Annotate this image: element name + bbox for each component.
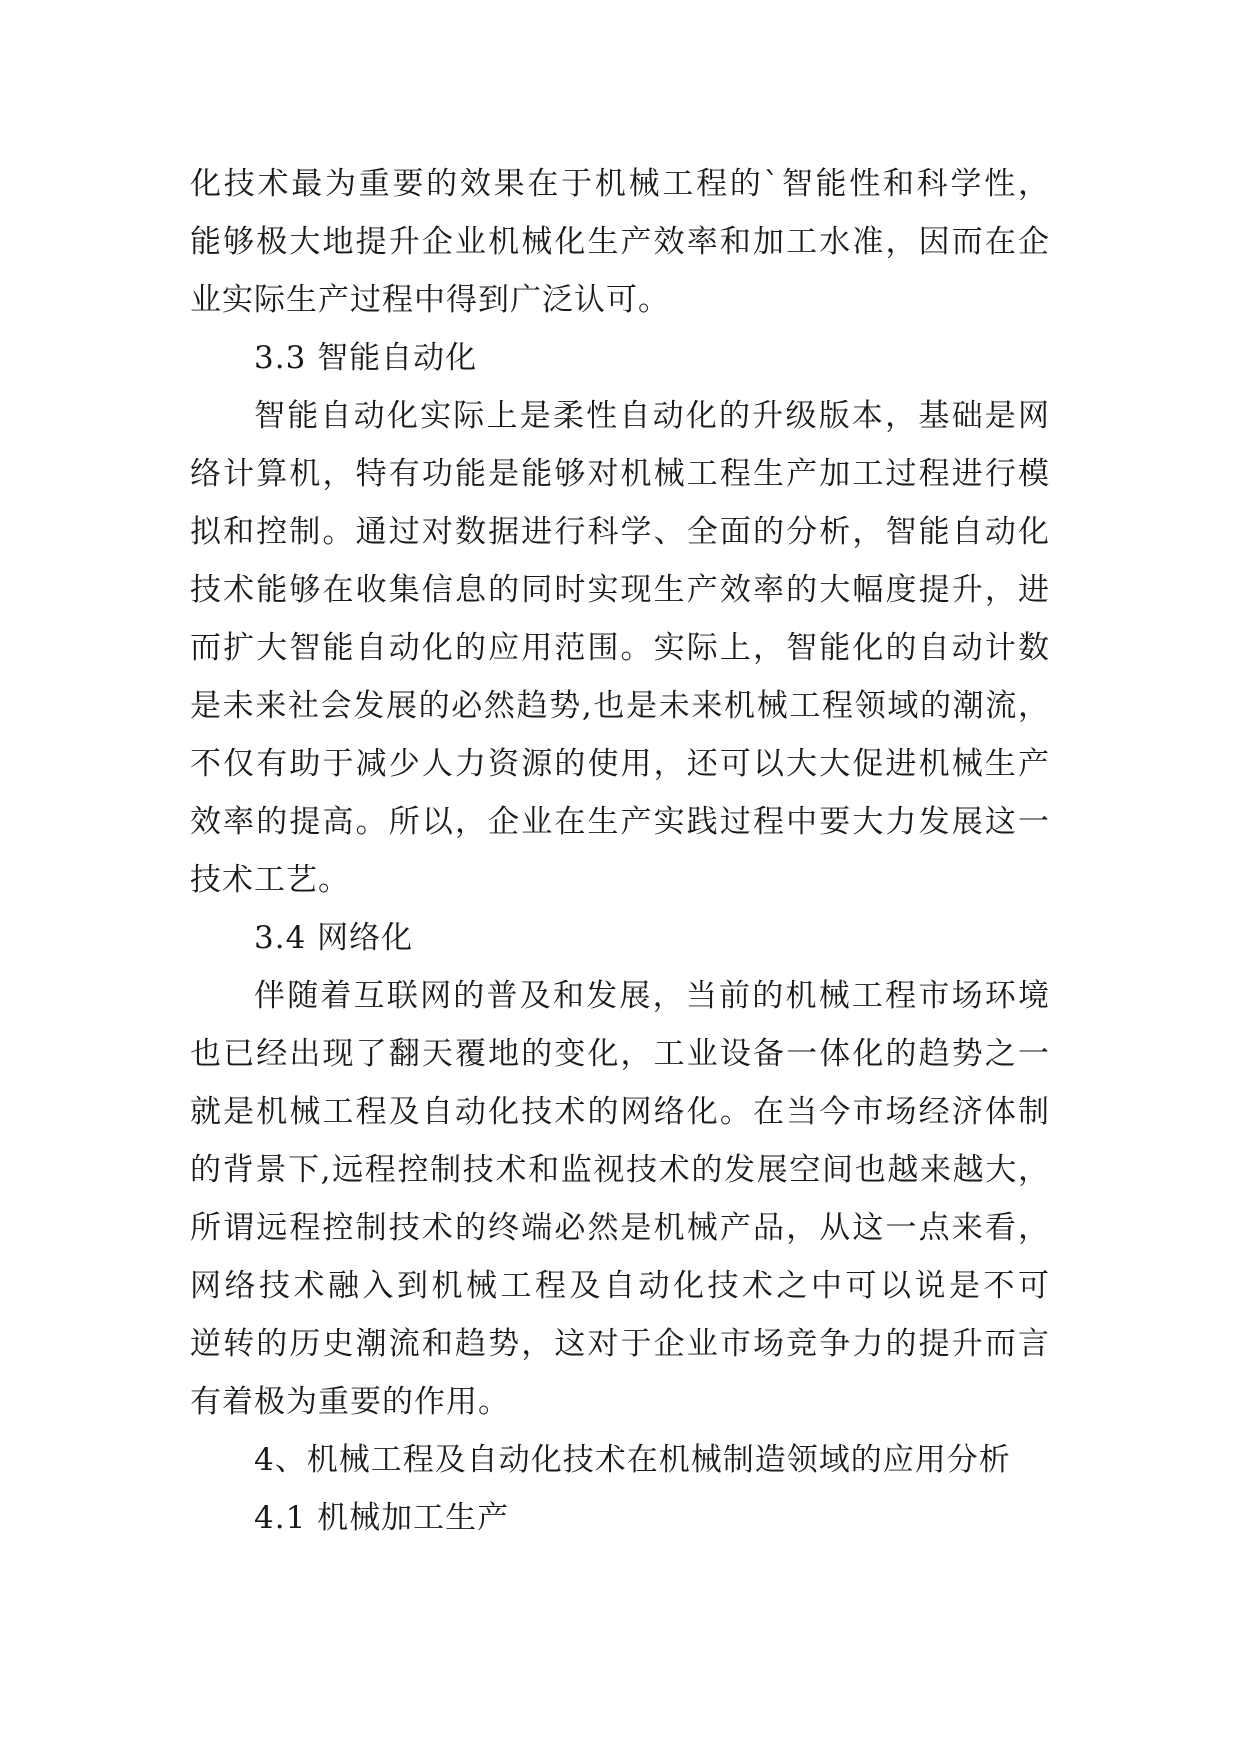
section-heading: 3.4 网络化: [254, 920, 414, 956]
text-line: 有着极为重要的作用。: [190, 1384, 510, 1420]
text-line: 化技术最为重要的效果在于机械工程的`智能性和科学性，: [190, 166, 1050, 202]
text-line: 络计算机，特有功能是能够对机械工程生产加工过程进行模: [190, 456, 1050, 492]
text-line: 能够极大地提升企业机械化生产效率和加工水准，因而在企: [190, 224, 1050, 260]
text-line: 网络技术融入到机械工程及自动化技术之中可以说是不可: [190, 1268, 1050, 1304]
text-line: 而扩大智能自动化的应用范围。实际上，智能化的自动计数: [190, 630, 1050, 666]
text-line: 技术能够在收集信息的同时实现生产效率的大幅度提升，进: [190, 572, 1050, 608]
text-line: 也已经出现了翻天覆地的变化，工业设备一体化的趋势之一: [190, 1036, 1050, 1072]
text-line: 技术工艺。: [190, 862, 350, 898]
text-line: 是未来社会发展的必然趋势,也是未来机械工程领域的潮流，: [190, 688, 1050, 724]
body-paragraph: [190, 155, 1050, 329]
section-heading: 4.1 机械加工生产: [254, 1500, 510, 1536]
text-line: 拟和控制。通过对数据进行科学、全面的分析，智能自动化: [190, 514, 1050, 550]
body-paragraph: [190, 387, 1050, 909]
text-line: 伴随着互联网的普及和发展，当前的机械工程市场环境: [254, 978, 1050, 1014]
section-heading: 4、机械工程及自动化技术在机械制造领域的应用分析: [254, 1442, 1011, 1478]
text-line: 就是机械工程及自动化技术的网络化。在当今市场经济体制: [190, 1094, 1050, 1130]
text-line: 不仅有助于减少人力资源的使用，还可以大大促进机械生产: [190, 746, 1050, 782]
text-line: 智能自动化实际上是柔性自动化的升级版本，基础是网: [254, 398, 1050, 434]
body-paragraph: [190, 967, 1050, 1431]
document-body: [190, 155, 1050, 1547]
text-line: 逆转的历史潮流和趋势，这对于企业市场竞争力的提升而言: [190, 1326, 1050, 1362]
section-heading: 3.3 智能自动化: [254, 340, 478, 376]
text-line: 的背景下,远程控制技术和监视技术的发展空间也越来越大，: [190, 1152, 1050, 1188]
text-line: 所谓远程控制技术的终端必然是机械产品，从这一点来看，: [190, 1210, 1050, 1246]
text-line: 效率的提高。所以，企业在生产实践过程中要大力发展这一: [190, 804, 1050, 840]
text-line: 业实际生产过程中得到广泛认可。: [190, 282, 670, 318]
